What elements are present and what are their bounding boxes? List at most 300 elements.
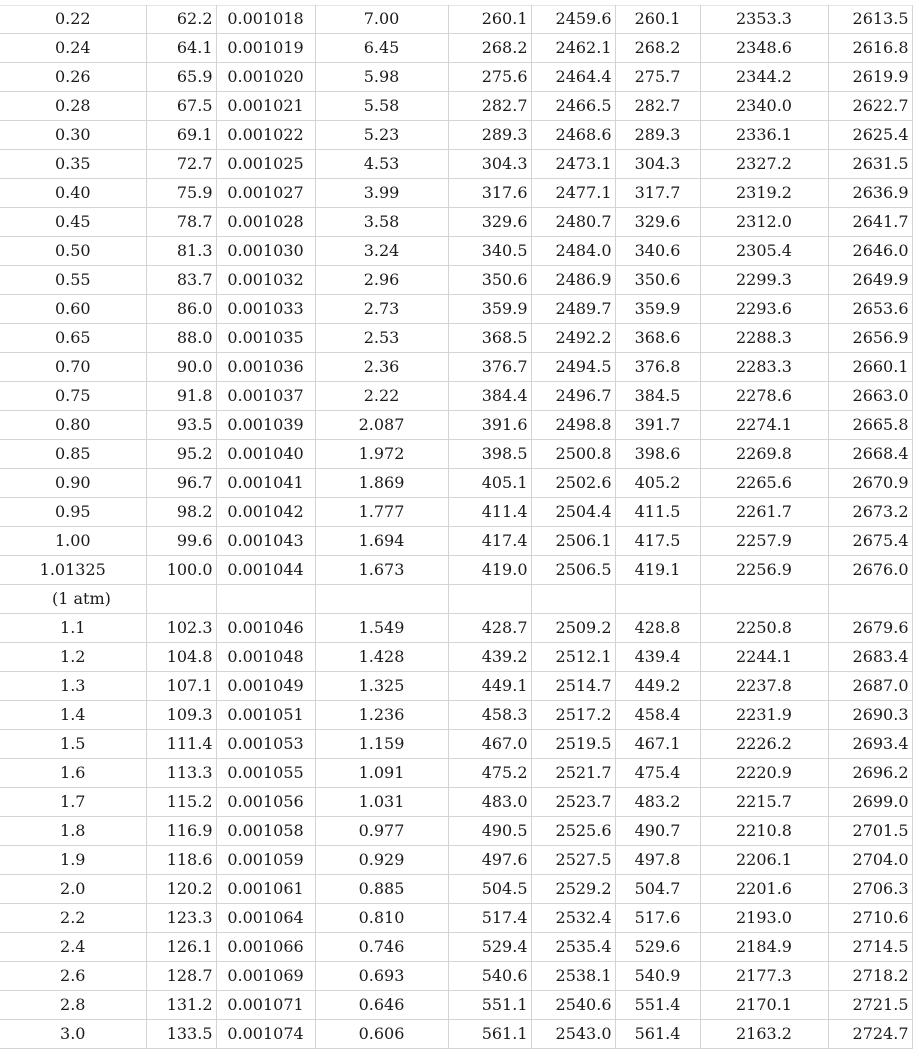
pressure-cell[interactable]: 1.2 [0, 643, 146, 672]
internal-energy-liquid-cell[interactable]: 497.6 [448, 846, 531, 875]
specific-volume-vapor-cell[interactable]: 6.45 [315, 34, 448, 63]
enthalpy-liquid-cell[interactable]: 359.9 [615, 295, 700, 324]
pressure-cell[interactable]: 0.35 [0, 150, 146, 179]
internal-energy-vapor-cell[interactable]: 2480.7 [531, 208, 615, 237]
saturation-temp-cell[interactable]: 65.9 [146, 63, 216, 92]
pressure-cell[interactable]: 1.1 [0, 614, 146, 643]
specific-volume-liquid-cell[interactable]: 0.001041 [216, 469, 315, 498]
enthalpy-evaporation-cell[interactable]: 2269.8 [700, 440, 828, 469]
saturation-temp-cell[interactable]: 115.2 [146, 788, 216, 817]
pressure-cell[interactable]: 0.50 [0, 237, 146, 266]
specific-volume-liquid-cell[interactable]: 0.001036 [216, 353, 315, 382]
internal-energy-liquid-cell[interactable]: 449.1 [448, 672, 531, 701]
enthalpy-vapor-cell[interactable]: 2619.9 [828, 63, 912, 92]
pressure-cell[interactable]: (1 atm) [0, 585, 146, 614]
internal-energy-vapor-cell[interactable]: 2462.1 [531, 34, 615, 63]
pressure-cell[interactable]: 1.01325 [0, 556, 146, 585]
pressure-cell[interactable]: 0.22 [0, 5, 146, 34]
internal-energy-liquid-cell[interactable]: 458.3 [448, 701, 531, 730]
internal-energy-vapor-cell[interactable]: 2477.1 [531, 179, 615, 208]
internal-energy-liquid-cell[interactable]: 529.4 [448, 933, 531, 962]
specific-volume-liquid-cell[interactable]: 0.001055 [216, 759, 315, 788]
enthalpy-liquid-cell[interactable]: 340.6 [615, 237, 700, 266]
saturation-temp-cell[interactable]: 95.2 [146, 440, 216, 469]
saturation-temp-cell[interactable]: 81.3 [146, 237, 216, 266]
internal-energy-vapor-cell[interactable]: 2540.6 [531, 991, 615, 1020]
enthalpy-evaporation-cell[interactable]: 2265.6 [700, 469, 828, 498]
specific-volume-liquid-cell[interactable]: 0.001039 [216, 411, 315, 440]
internal-energy-liquid-cell[interactable]: 268.2 [448, 34, 531, 63]
pressure-cell[interactable]: 3.0 [0, 1020, 146, 1049]
pressure-cell[interactable]: 1.7 [0, 788, 146, 817]
enthalpy-vapor-cell[interactable] [828, 585, 912, 614]
specific-volume-liquid-cell[interactable]: 0.001033 [216, 295, 315, 324]
specific-volume-liquid-cell[interactable]: 0.001044 [216, 556, 315, 585]
enthalpy-evaporation-cell[interactable]: 2305.4 [700, 237, 828, 266]
specific-volume-vapor-cell[interactable]: 1.673 [315, 556, 448, 585]
internal-energy-vapor-cell[interactable]: 2519.5 [531, 730, 615, 759]
pressure-cell[interactable]: 1.4 [0, 701, 146, 730]
internal-energy-vapor-cell[interactable]: 2514.7 [531, 672, 615, 701]
internal-energy-liquid-cell[interactable]: 384.4 [448, 382, 531, 411]
internal-energy-liquid-cell[interactable]: 439.2 [448, 643, 531, 672]
enthalpy-evaporation-cell[interactable]: 2250.8 [700, 614, 828, 643]
specific-volume-liquid-cell[interactable]: 0.001071 [216, 991, 315, 1020]
pressure-cell[interactable]: 0.55 [0, 266, 146, 295]
specific-volume-vapor-cell[interactable]: 1.159 [315, 730, 448, 759]
enthalpy-vapor-cell[interactable]: 2718.2 [828, 962, 912, 991]
enthalpy-vapor-cell[interactable]: 2706.3 [828, 875, 912, 904]
enthalpy-vapor-cell[interactable]: 2721.5 [828, 991, 912, 1020]
internal-energy-liquid-cell[interactable]: 561.1 [448, 1020, 531, 1049]
specific-volume-liquid-cell[interactable]: 0.001064 [216, 904, 315, 933]
specific-volume-vapor-cell[interactable]: 0.693 [315, 962, 448, 991]
specific-volume-liquid-cell[interactable]: 0.001027 [216, 179, 315, 208]
enthalpy-liquid-cell[interactable]: 317.7 [615, 179, 700, 208]
internal-energy-liquid-cell[interactable]: 275.6 [448, 63, 531, 92]
saturation-temp-cell[interactable]: 118.6 [146, 846, 216, 875]
internal-energy-liquid-cell[interactable]: 282.7 [448, 92, 531, 121]
specific-volume-vapor-cell[interactable]: 3.58 [315, 208, 448, 237]
specific-volume-liquid-cell[interactable]: 0.001025 [216, 150, 315, 179]
internal-energy-liquid-cell[interactable]: 350.6 [448, 266, 531, 295]
enthalpy-vapor-cell[interactable]: 2631.5 [828, 150, 912, 179]
pressure-cell[interactable]: 0.24 [0, 34, 146, 63]
enthalpy-evaporation-cell[interactable]: 2237.8 [700, 672, 828, 701]
internal-energy-vapor-cell[interactable]: 2538.1 [531, 962, 615, 991]
specific-volume-liquid-cell[interactable]: 0.001028 [216, 208, 315, 237]
specific-volume-liquid-cell[interactable]: 0.001021 [216, 92, 315, 121]
internal-energy-vapor-cell[interactable]: 2498.8 [531, 411, 615, 440]
enthalpy-evaporation-cell[interactable]: 2293.6 [700, 295, 828, 324]
enthalpy-liquid-cell[interactable]: 368.6 [615, 324, 700, 353]
specific-volume-liquid-cell[interactable]: 0.001049 [216, 672, 315, 701]
pressure-cell[interactable]: 0.80 [0, 411, 146, 440]
pressure-cell[interactable]: 2.8 [0, 991, 146, 1020]
enthalpy-evaporation-cell[interactable]: 2215.7 [700, 788, 828, 817]
enthalpy-liquid-cell[interactable]: 428.8 [615, 614, 700, 643]
internal-energy-vapor-cell[interactable]: 2535.4 [531, 933, 615, 962]
specific-volume-vapor-cell[interactable]: 0.885 [315, 875, 448, 904]
saturation-temp-cell[interactable]: 90.0 [146, 353, 216, 382]
pressure-cell[interactable]: 1.3 [0, 672, 146, 701]
enthalpy-liquid-cell[interactable]: 275.7 [615, 63, 700, 92]
internal-energy-vapor-cell[interactable] [531, 585, 615, 614]
enthalpy-evaporation-cell[interactable]: 2312.0 [700, 208, 828, 237]
saturation-temp-cell[interactable]: 123.3 [146, 904, 216, 933]
pressure-cell[interactable]: 1.9 [0, 846, 146, 875]
specific-volume-vapor-cell[interactable]: 2.53 [315, 324, 448, 353]
specific-volume-vapor-cell[interactable]: 0.810 [315, 904, 448, 933]
internal-energy-liquid-cell[interactable] [448, 585, 531, 614]
internal-energy-vapor-cell[interactable]: 2464.4 [531, 63, 615, 92]
specific-volume-vapor-cell[interactable]: 1.031 [315, 788, 448, 817]
specific-volume-liquid-cell[interactable]: 0.001032 [216, 266, 315, 295]
internal-energy-vapor-cell[interactable]: 2484.0 [531, 237, 615, 266]
specific-volume-vapor-cell[interactable]: 1.869 [315, 469, 448, 498]
internal-energy-liquid-cell[interactable]: 359.9 [448, 295, 531, 324]
specific-volume-vapor-cell[interactable]: 1.428 [315, 643, 448, 672]
enthalpy-liquid-cell[interactable]: 350.6 [615, 266, 700, 295]
saturation-temp-cell[interactable]: 133.5 [146, 1020, 216, 1049]
specific-volume-liquid-cell[interactable]: 0.001061 [216, 875, 315, 904]
saturation-temp-cell[interactable] [146, 585, 216, 614]
specific-volume-liquid-cell[interactable]: 0.001058 [216, 817, 315, 846]
pressure-cell[interactable]: 2.4 [0, 933, 146, 962]
specific-volume-liquid-cell[interactable]: 0.001018 [216, 5, 315, 34]
saturation-temp-cell[interactable]: 72.7 [146, 150, 216, 179]
enthalpy-liquid-cell[interactable]: 504.7 [615, 875, 700, 904]
enthalpy-evaporation-cell[interactable]: 2244.1 [700, 643, 828, 672]
internal-energy-vapor-cell[interactable]: 2509.2 [531, 614, 615, 643]
pressure-cell[interactable]: 0.45 [0, 208, 146, 237]
enthalpy-evaporation-cell[interactable]: 2340.0 [700, 92, 828, 121]
enthalpy-evaporation-cell[interactable]: 2206.1 [700, 846, 828, 875]
specific-volume-vapor-cell[interactable]: 1.694 [315, 527, 448, 556]
enthalpy-vapor-cell[interactable]: 2665.8 [828, 411, 912, 440]
enthalpy-liquid-cell[interactable]: 551.4 [615, 991, 700, 1020]
enthalpy-vapor-cell[interactable]: 2660.1 [828, 353, 912, 382]
saturation-temp-cell[interactable]: 116.9 [146, 817, 216, 846]
enthalpy-vapor-cell[interactable]: 2673.2 [828, 498, 912, 527]
enthalpy-liquid-cell[interactable]: 458.4 [615, 701, 700, 730]
enthalpy-evaporation-cell[interactable]: 2288.3 [700, 324, 828, 353]
internal-energy-vapor-cell[interactable]: 2496.7 [531, 382, 615, 411]
enthalpy-vapor-cell[interactable]: 2675.4 [828, 527, 912, 556]
saturation-temp-cell[interactable]: 96.7 [146, 469, 216, 498]
internal-energy-liquid-cell[interactable]: 475.2 [448, 759, 531, 788]
specific-volume-liquid-cell[interactable]: 0.001066 [216, 933, 315, 962]
specific-volume-liquid-cell[interactable]: 0.001037 [216, 382, 315, 411]
internal-energy-liquid-cell[interactable]: 417.4 [448, 527, 531, 556]
enthalpy-evaporation-cell[interactable]: 2278.6 [700, 382, 828, 411]
enthalpy-liquid-cell[interactable]: 376.8 [615, 353, 700, 382]
specific-volume-vapor-cell[interactable]: 3.99 [315, 179, 448, 208]
specific-volume-liquid-cell[interactable]: 0.001056 [216, 788, 315, 817]
specific-volume-liquid-cell[interactable] [216, 585, 315, 614]
specific-volume-liquid-cell[interactable]: 0.001022 [216, 121, 315, 150]
enthalpy-evaporation-cell[interactable]: 2299.3 [700, 266, 828, 295]
specific-volume-vapor-cell[interactable]: 5.98 [315, 63, 448, 92]
enthalpy-vapor-cell[interactable]: 2710.6 [828, 904, 912, 933]
internal-energy-vapor-cell[interactable]: 2486.9 [531, 266, 615, 295]
pressure-cell[interactable]: 1.6 [0, 759, 146, 788]
specific-volume-vapor-cell[interactable]: 1.236 [315, 701, 448, 730]
internal-energy-liquid-cell[interactable]: 405.1 [448, 469, 531, 498]
enthalpy-vapor-cell[interactable]: 2693.4 [828, 730, 912, 759]
internal-energy-vapor-cell[interactable]: 2489.7 [531, 295, 615, 324]
saturation-temp-cell[interactable]: 104.8 [146, 643, 216, 672]
saturation-temp-cell[interactable]: 99.6 [146, 527, 216, 556]
enthalpy-vapor-cell[interactable]: 2646.0 [828, 237, 912, 266]
specific-volume-vapor-cell[interactable]: 1.091 [315, 759, 448, 788]
enthalpy-vapor-cell[interactable]: 2701.5 [828, 817, 912, 846]
enthalpy-liquid-cell[interactable]: 289.3 [615, 121, 700, 150]
enthalpy-vapor-cell[interactable]: 2636.9 [828, 179, 912, 208]
enthalpy-vapor-cell[interactable]: 2653.6 [828, 295, 912, 324]
enthalpy-vapor-cell[interactable]: 2656.9 [828, 324, 912, 353]
pressure-cell[interactable]: 0.75 [0, 382, 146, 411]
enthalpy-evaporation-cell[interactable]: 2274.1 [700, 411, 828, 440]
internal-energy-vapor-cell[interactable]: 2521.7 [531, 759, 615, 788]
specific-volume-liquid-cell[interactable]: 0.001051 [216, 701, 315, 730]
enthalpy-liquid-cell[interactable]: 411.5 [615, 498, 700, 527]
enthalpy-liquid-cell[interactable]: 329.6 [615, 208, 700, 237]
pressure-cell[interactable]: 0.70 [0, 353, 146, 382]
saturation-temp-cell[interactable]: 100.0 [146, 556, 216, 585]
specific-volume-liquid-cell[interactable]: 0.001053 [216, 730, 315, 759]
enthalpy-evaporation-cell[interactable]: 2319.2 [700, 179, 828, 208]
specific-volume-vapor-cell[interactable]: 0.746 [315, 933, 448, 962]
enthalpy-vapor-cell[interactable]: 2679.6 [828, 614, 912, 643]
pressure-cell[interactable]: 0.26 [0, 63, 146, 92]
enthalpy-evaporation-cell[interactable]: 2257.9 [700, 527, 828, 556]
internal-energy-vapor-cell[interactable]: 2529.2 [531, 875, 615, 904]
enthalpy-vapor-cell[interactable]: 2687.0 [828, 672, 912, 701]
specific-volume-liquid-cell[interactable]: 0.001043 [216, 527, 315, 556]
saturation-temp-cell[interactable]: 83.7 [146, 266, 216, 295]
internal-energy-vapor-cell[interactable]: 2523.7 [531, 788, 615, 817]
pressure-cell[interactable]: 2.6 [0, 962, 146, 991]
enthalpy-evaporation-cell[interactable]: 2353.3 [700, 5, 828, 34]
specific-volume-vapor-cell[interactable]: 5.58 [315, 92, 448, 121]
enthalpy-evaporation-cell[interactable]: 2336.1 [700, 121, 828, 150]
enthalpy-vapor-cell[interactable]: 2668.4 [828, 440, 912, 469]
enthalpy-vapor-cell[interactable]: 2676.0 [828, 556, 912, 585]
saturation-temp-cell[interactable]: 93.5 [146, 411, 216, 440]
internal-energy-liquid-cell[interactable]: 391.6 [448, 411, 531, 440]
saturation-temp-cell[interactable]: 109.3 [146, 701, 216, 730]
pressure-cell[interactable]: 0.90 [0, 469, 146, 498]
enthalpy-liquid-cell[interactable]: 391.7 [615, 411, 700, 440]
specific-volume-vapor-cell[interactable]: 4.53 [315, 150, 448, 179]
internal-energy-liquid-cell[interactable]: 340.5 [448, 237, 531, 266]
enthalpy-evaporation-cell[interactable]: 2170.1 [700, 991, 828, 1020]
enthalpy-liquid-cell[interactable]: 417.5 [615, 527, 700, 556]
enthalpy-evaporation-cell[interactable]: 2193.0 [700, 904, 828, 933]
enthalpy-liquid-cell[interactable]: 268.2 [615, 34, 700, 63]
enthalpy-vapor-cell[interactable]: 2704.0 [828, 846, 912, 875]
enthalpy-evaporation-cell[interactable]: 2283.3 [700, 353, 828, 382]
saturation-temp-cell[interactable]: 75.9 [146, 179, 216, 208]
internal-energy-liquid-cell[interactable]: 329.6 [448, 208, 531, 237]
enthalpy-vapor-cell[interactable]: 2641.7 [828, 208, 912, 237]
saturation-temp-cell[interactable]: 107.1 [146, 672, 216, 701]
enthalpy-vapor-cell[interactable]: 2724.7 [828, 1020, 912, 1049]
enthalpy-evaporation-cell[interactable]: 2348.6 [700, 34, 828, 63]
internal-energy-vapor-cell[interactable]: 2459.6 [531, 5, 615, 34]
internal-energy-liquid-cell[interactable]: 467.0 [448, 730, 531, 759]
enthalpy-vapor-cell[interactable]: 2683.4 [828, 643, 912, 672]
enthalpy-vapor-cell[interactable]: 2625.4 [828, 121, 912, 150]
enthalpy-evaporation-cell[interactable] [700, 585, 828, 614]
internal-energy-vapor-cell[interactable]: 2543.0 [531, 1020, 615, 1049]
internal-energy-vapor-cell[interactable]: 2506.5 [531, 556, 615, 585]
pressure-cell[interactable]: 0.28 [0, 92, 146, 121]
internal-energy-liquid-cell[interactable]: 428.7 [448, 614, 531, 643]
internal-energy-vapor-cell[interactable]: 2504.4 [531, 498, 615, 527]
internal-energy-vapor-cell[interactable]: 2494.5 [531, 353, 615, 382]
enthalpy-evaporation-cell[interactable]: 2226.2 [700, 730, 828, 759]
internal-energy-liquid-cell[interactable]: 411.4 [448, 498, 531, 527]
enthalpy-liquid-cell[interactable]: 517.6 [615, 904, 700, 933]
pressure-cell[interactable]: 0.40 [0, 179, 146, 208]
saturation-temp-cell[interactable]: 86.0 [146, 295, 216, 324]
specific-volume-vapor-cell[interactable]: 1.972 [315, 440, 448, 469]
specific-volume-vapor-cell[interactable]: 0.929 [315, 846, 448, 875]
internal-energy-vapor-cell[interactable]: 2492.2 [531, 324, 615, 353]
internal-energy-liquid-cell[interactable]: 551.1 [448, 991, 531, 1020]
pressure-cell[interactable]: 0.60 [0, 295, 146, 324]
specific-volume-vapor-cell[interactable]: 2.73 [315, 295, 448, 324]
enthalpy-liquid-cell[interactable]: 282.7 [615, 92, 700, 121]
enthalpy-liquid-cell[interactable]: 475.4 [615, 759, 700, 788]
enthalpy-liquid-cell[interactable]: 529.6 [615, 933, 700, 962]
specific-volume-liquid-cell[interactable]: 0.001069 [216, 962, 315, 991]
enthalpy-vapor-cell[interactable]: 2649.9 [828, 266, 912, 295]
pressure-cell[interactable]: 0.85 [0, 440, 146, 469]
saturation-temp-cell[interactable]: 64.1 [146, 34, 216, 63]
specific-volume-liquid-cell[interactable]: 0.001035 [216, 324, 315, 353]
internal-energy-liquid-cell[interactable]: 260.1 [448, 5, 531, 34]
specific-volume-liquid-cell[interactable]: 0.001074 [216, 1020, 315, 1049]
internal-energy-liquid-cell[interactable]: 517.4 [448, 904, 531, 933]
internal-energy-liquid-cell[interactable]: 376.7 [448, 353, 531, 382]
saturation-temp-cell[interactable]: 91.8 [146, 382, 216, 411]
specific-volume-vapor-cell[interactable] [315, 585, 448, 614]
specific-volume-vapor-cell[interactable]: 3.24 [315, 237, 448, 266]
internal-energy-liquid-cell[interactable]: 368.5 [448, 324, 531, 353]
specific-volume-liquid-cell[interactable]: 0.001046 [216, 614, 315, 643]
saturation-temp-cell[interactable]: 88.0 [146, 324, 216, 353]
specific-volume-vapor-cell[interactable]: 1.549 [315, 614, 448, 643]
enthalpy-vapor-cell[interactable]: 2670.9 [828, 469, 912, 498]
enthalpy-evaporation-cell[interactable]: 2177.3 [700, 962, 828, 991]
specific-volume-vapor-cell[interactable]: 2.96 [315, 266, 448, 295]
specific-volume-vapor-cell[interactable]: 5.23 [315, 121, 448, 150]
internal-energy-vapor-cell[interactable]: 2466.5 [531, 92, 615, 121]
pressure-cell[interactable]: 1.5 [0, 730, 146, 759]
internal-energy-liquid-cell[interactable]: 289.3 [448, 121, 531, 150]
pressure-cell[interactable]: 0.30 [0, 121, 146, 150]
enthalpy-evaporation-cell[interactable]: 2256.9 [700, 556, 828, 585]
saturation-temp-cell[interactable]: 126.1 [146, 933, 216, 962]
specific-volume-vapor-cell[interactable]: 2.22 [315, 382, 448, 411]
enthalpy-evaporation-cell[interactable]: 2210.8 [700, 817, 828, 846]
specific-volume-liquid-cell[interactable]: 0.001019 [216, 34, 315, 63]
enthalpy-liquid-cell[interactable] [615, 585, 700, 614]
enthalpy-vapor-cell[interactable]: 2613.5 [828, 5, 912, 34]
pressure-cell[interactable]: 0.65 [0, 324, 146, 353]
specific-volume-vapor-cell[interactable]: 2.36 [315, 353, 448, 382]
enthalpy-evaporation-cell[interactable]: 2261.7 [700, 498, 828, 527]
internal-energy-vapor-cell[interactable]: 2500.8 [531, 440, 615, 469]
saturation-temp-cell[interactable]: 113.3 [146, 759, 216, 788]
enthalpy-vapor-cell[interactable]: 2696.2 [828, 759, 912, 788]
pressure-cell[interactable]: 2.0 [0, 875, 146, 904]
enthalpy-liquid-cell[interactable]: 260.1 [615, 5, 700, 34]
specific-volume-liquid-cell[interactable]: 0.001048 [216, 643, 315, 672]
saturation-temp-cell[interactable]: 128.7 [146, 962, 216, 991]
enthalpy-evaporation-cell[interactable]: 2327.2 [700, 150, 828, 179]
enthalpy-liquid-cell[interactable]: 449.2 [615, 672, 700, 701]
internal-energy-vapor-cell[interactable]: 2525.6 [531, 817, 615, 846]
internal-energy-liquid-cell[interactable]: 317.6 [448, 179, 531, 208]
enthalpy-liquid-cell[interactable]: 540.9 [615, 962, 700, 991]
pressure-cell[interactable]: 1.00 [0, 527, 146, 556]
enthalpy-liquid-cell[interactable]: 384.5 [615, 382, 700, 411]
specific-volume-vapor-cell[interactable]: 1.325 [315, 672, 448, 701]
internal-energy-vapor-cell[interactable]: 2532.4 [531, 904, 615, 933]
enthalpy-vapor-cell[interactable]: 2622.7 [828, 92, 912, 121]
pressure-cell[interactable]: 1.8 [0, 817, 146, 846]
saturation-temp-cell[interactable]: 102.3 [146, 614, 216, 643]
specific-volume-liquid-cell[interactable]: 0.001042 [216, 498, 315, 527]
saturation-temp-cell[interactable]: 69.1 [146, 121, 216, 150]
internal-energy-liquid-cell[interactable]: 398.5 [448, 440, 531, 469]
internal-energy-liquid-cell[interactable]: 504.5 [448, 875, 531, 904]
enthalpy-liquid-cell[interactable]: 419.1 [615, 556, 700, 585]
specific-volume-liquid-cell[interactable]: 0.001020 [216, 63, 315, 92]
enthalpy-liquid-cell[interactable]: 497.8 [615, 846, 700, 875]
internal-energy-liquid-cell[interactable]: 540.6 [448, 962, 531, 991]
saturation-temp-cell[interactable]: 120.2 [146, 875, 216, 904]
saturation-temp-cell[interactable]: 98.2 [146, 498, 216, 527]
internal-energy-vapor-cell[interactable]: 2512.1 [531, 643, 615, 672]
saturation-temp-cell[interactable]: 78.7 [146, 208, 216, 237]
enthalpy-evaporation-cell[interactable]: 2163.2 [700, 1020, 828, 1049]
pressure-cell[interactable]: 2.2 [0, 904, 146, 933]
internal-energy-vapor-cell[interactable]: 2468.6 [531, 121, 615, 150]
enthalpy-vapor-cell[interactable]: 2699.0 [828, 788, 912, 817]
enthalpy-liquid-cell[interactable]: 405.2 [615, 469, 700, 498]
enthalpy-liquid-cell[interactable]: 304.3 [615, 150, 700, 179]
specific-volume-vapor-cell[interactable]: 1.777 [315, 498, 448, 527]
internal-energy-vapor-cell[interactable]: 2527.5 [531, 846, 615, 875]
enthalpy-liquid-cell[interactable]: 439.4 [615, 643, 700, 672]
enthalpy-evaporation-cell[interactable]: 2344.2 [700, 63, 828, 92]
enthalpy-vapor-cell[interactable]: 2690.3 [828, 701, 912, 730]
enthalpy-evaporation-cell[interactable]: 2184.9 [700, 933, 828, 962]
internal-energy-vapor-cell[interactable]: 2517.2 [531, 701, 615, 730]
enthalpy-liquid-cell[interactable]: 483.2 [615, 788, 700, 817]
saturation-temp-cell[interactable]: 67.5 [146, 92, 216, 121]
enthalpy-evaporation-cell[interactable]: 2231.9 [700, 701, 828, 730]
specific-volume-vapor-cell[interactable]: 0.977 [315, 817, 448, 846]
internal-energy-liquid-cell[interactable]: 419.0 [448, 556, 531, 585]
internal-energy-vapor-cell[interactable]: 2502.6 [531, 469, 615, 498]
specific-volume-liquid-cell[interactable]: 0.001030 [216, 237, 315, 266]
